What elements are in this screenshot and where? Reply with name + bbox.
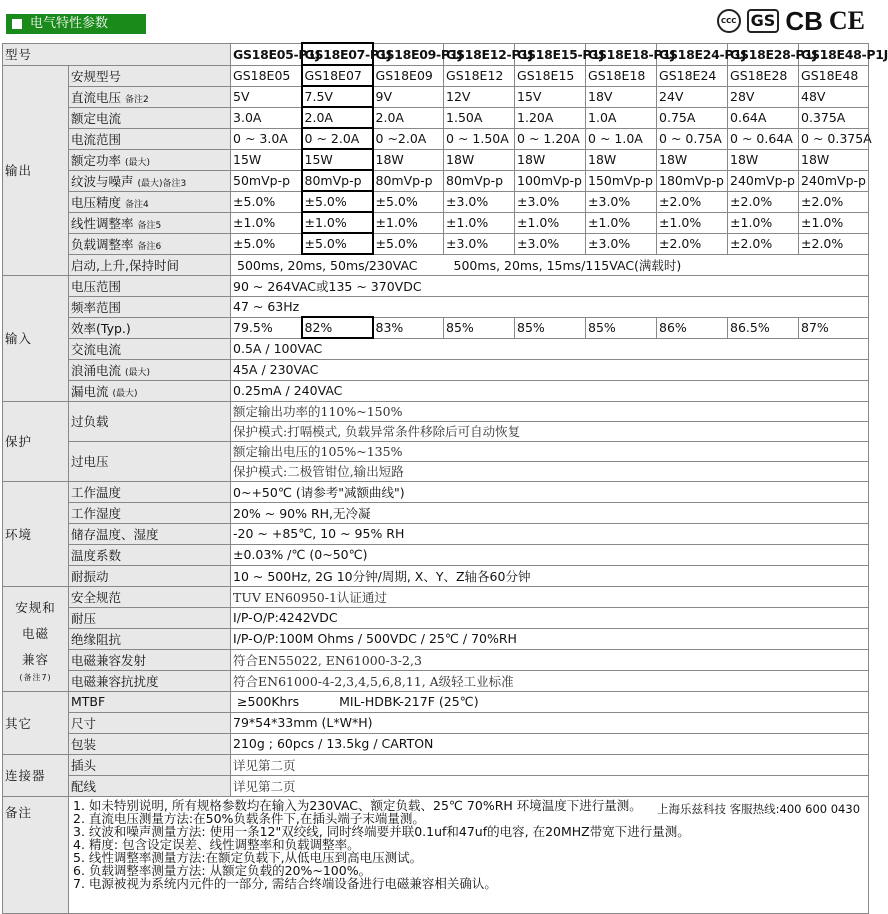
input-row: [3, 359, 869, 380]
note-line: 1. 如未特别说明, 所有规格参数均在输入为230VAC、额定负载、25℃ 70%RH 环境温度下进行量测。: [73, 797, 642, 813]
row-label: [69, 275, 231, 296]
category-input: 输入: [3, 275, 69, 401]
input-value: 47 ~ 63Hz: [231, 296, 869, 317]
model-cell: GS18E24-P1J: [657, 43, 728, 65]
model-cell: GS18E12-P1J: [444, 43, 515, 65]
efficiency-cell: 86.5%: [728, 317, 799, 338]
row-label-note: (最大): [125, 157, 151, 168]
row-label: [69, 317, 231, 338]
model-label: 型号: [3, 43, 231, 65]
value-cell: ±1.0%: [231, 212, 302, 233]
efficiency-cell: 85%: [515, 317, 586, 338]
row-label-text: MTBF: [71, 694, 106, 709]
model-cell: GS18E05-P1J: [231, 43, 302, 65]
note-line: 7. 电源被视为系统内元件的一部分, 需结合终端设备进行电磁兼容相关确认。: [73, 875, 497, 891]
row-label-text: 效率(Typ.): [71, 320, 131, 336]
row-label-note: 备注5: [137, 220, 162, 231]
value-cell: 7.5V: [302, 86, 373, 107]
spec-table: [2, 42, 888, 914]
row-label: [69, 359, 231, 380]
value-cell: ±1.0%: [799, 212, 869, 233]
value-cell: 240mVp-p: [799, 170, 869, 191]
input-value: 0.25mA / 240VAC: [231, 380, 869, 401]
value-cell: GS18E18: [586, 65, 657, 86]
category-others: 其它: [3, 691, 69, 754]
value-cell: ±1.0%: [302, 212, 373, 233]
value-cell: 18W: [515, 149, 586, 170]
output-row: [3, 107, 869, 128]
mtbf-standard: MIL-HDBK-217F (25℃): [339, 694, 479, 709]
value-cell: ±2.0%: [728, 233, 799, 254]
row-label: [69, 712, 231, 733]
startup-230vac: 500ms, 20ms, 50ms/230VAC: [237, 257, 418, 273]
row-label-text: 工作湿度: [71, 505, 122, 521]
value-cell: ±1.0%: [728, 212, 799, 233]
value-cell: 0.375A: [799, 107, 869, 128]
model-cell: GS18E09-P1J: [373, 43, 444, 65]
row-label-text: 额定功率: [71, 152, 122, 168]
row-label: [69, 628, 231, 649]
value-cell: GS18E09: [373, 65, 444, 86]
connector-value: 详见第二页: [231, 754, 869, 775]
row-label: [69, 128, 231, 149]
value-cell: ±2.0%: [657, 233, 728, 254]
value-cell: 28V: [728, 86, 799, 107]
row-label-text: 尺寸: [71, 715, 97, 731]
note-line: 5. 线性调整率测量方法:在额定负载下,从低电压到高电压测试。: [73, 849, 423, 865]
category-safety-note: (备注7): [19, 672, 52, 682]
value-cell: 0 ~ 1.20A: [515, 128, 586, 149]
row-label: [69, 338, 231, 359]
value-cell: ±2.0%: [799, 233, 869, 254]
value-cell: GS18E28: [728, 65, 799, 86]
gs-mark-icon: GS: [747, 9, 780, 33]
value-cell: 2.0A: [302, 107, 373, 128]
protection-value: 保护模式:打嗝模式, 负载异常条件移除后可自动恢复: [231, 421, 869, 441]
row-label-text: 安规型号: [71, 68, 122, 84]
value-cell: 0 ~ 0.64A: [728, 128, 799, 149]
value-cell: 1.0A: [586, 107, 657, 128]
safety-value: I/P-O/P:100M Ohms / 500VDC / 25℃ / 70%RH: [231, 628, 869, 649]
row-label-text: 插头: [71, 757, 97, 773]
note-line: 6. 负载调整率测量方法: 从额定负载的20%~100%。: [73, 862, 372, 878]
value-cell: GS18E07: [302, 65, 373, 86]
value-cell: 18W: [799, 149, 869, 170]
row-label-text: 负载调整率: [71, 236, 134, 252]
row-label: [69, 233, 231, 254]
value-cell: ±5.0%: [373, 233, 444, 254]
value-cell: 0 ~ 0.375A: [799, 128, 869, 149]
environment-row: [3, 565, 869, 586]
output-row: [3, 128, 869, 149]
value-cell: 180mVp-p: [657, 170, 728, 191]
row-label-text: 温度系数: [71, 547, 122, 563]
others-value: 79*54*33mm (L*W*H): [231, 712, 869, 733]
value-cell: 15W: [302, 149, 373, 170]
row-label-text: 电流范围: [71, 131, 122, 147]
row-label-note: (最大): [125, 367, 151, 378]
input-row: [3, 275, 869, 296]
input-value: 90 ~ 264VAC或135 ~ 370VDC: [231, 275, 869, 296]
value-cell: 0.75A: [657, 107, 728, 128]
row-label: [69, 733, 231, 754]
mtbf-value: [231, 691, 869, 712]
efficiency-cell: 87%: [799, 317, 869, 338]
row-label-text: 储存温度、湿度: [71, 526, 159, 542]
others-row: [3, 733, 869, 754]
category-output: 输出: [3, 65, 69, 275]
safety-row: [3, 607, 869, 628]
value-cell: ±2.0%: [728, 191, 799, 212]
output-row: [3, 170, 869, 191]
environment-value: 10 ~ 500Hz, 2G 10分钟/周期, X、Y、Z轴各60分钟: [231, 565, 869, 586]
row-label-note: 备注6: [137, 241, 162, 252]
row-label-text: 频率范围: [71, 299, 122, 315]
value-cell: ±5.0%: [231, 233, 302, 254]
section-title: 电气特性参数: [30, 16, 109, 31]
value-cell: ±3.0%: [444, 191, 515, 212]
value-cell: 80mVp-p: [302, 170, 373, 191]
category-safety-line: 安规和: [15, 599, 56, 615]
value-cell: 2.0A: [373, 107, 444, 128]
value-cell: ±3.0%: [586, 233, 657, 254]
category-connector: 连接器: [3, 754, 69, 796]
value-cell: 1.50A: [444, 107, 515, 128]
value-cell: 18V: [586, 86, 657, 107]
value-cell: 240mVp-p: [728, 170, 799, 191]
value-cell: ±2.0%: [799, 191, 869, 212]
efficiency-cell: 83%: [373, 317, 444, 338]
input-value: 45A / 230VAC: [231, 359, 869, 380]
certification-marks: [717, 6, 865, 36]
value-cell: ±3.0%: [444, 233, 515, 254]
protection-row: [3, 401, 869, 421]
input-row: [3, 317, 869, 338]
row-label-text: 额定电流: [71, 110, 122, 126]
model-row: [3, 43, 869, 65]
row-label-text: 电磁兼容发射: [71, 652, 147, 668]
row-label-text: 绝缘阻抗: [71, 631, 122, 647]
startup-115vac: 500ms, 20ms, 15ms/115VAC(满载时): [453, 257, 682, 273]
row-label-text: 线性调整率: [71, 215, 134, 231]
row-label-note: 备注2: [125, 94, 149, 105]
row-label-text: 包装: [71, 736, 97, 752]
environment-value: -20 ~ +85℃, 10 ~ 95% RH: [231, 523, 869, 544]
model-cell: GS18E18-P1J: [586, 43, 657, 65]
safety-value: 符合EN61000-4-2,3,4,5,6,8,11, A级轻工业标准: [231, 670, 869, 691]
value-cell: 0 ~ 3.0A: [231, 128, 302, 149]
value-cell: 0.64A: [728, 107, 799, 128]
category-safety-emc: [3, 586, 69, 691]
row-label-text: 过负载: [71, 414, 109, 429]
value-cell: ±1.0%: [373, 212, 444, 233]
environment-row: [3, 502, 869, 523]
startup-value: [231, 254, 869, 275]
others-value: 210g ; 60pcs / 13.5kg / CARTON: [231, 733, 869, 754]
safety-value: TUV EN60950-1认证通过: [231, 586, 869, 607]
value-cell: 18W: [728, 149, 799, 170]
row-label: [69, 775, 231, 796]
efficiency-cell: 79.5%: [231, 317, 302, 338]
input-row: [3, 380, 869, 401]
row-label-text: 电磁兼容抗扰度: [71, 673, 159, 689]
row-label: [69, 502, 231, 523]
value-cell: 24V: [657, 86, 728, 107]
row-label: [69, 401, 231, 441]
value-cell: ±5.0%: [302, 233, 373, 254]
value-cell: GS18E05: [231, 65, 302, 86]
row-label-text: 浪涌电流: [71, 362, 122, 378]
row-label-text: 启动,上升,保持时间: [71, 257, 179, 273]
row-label: [69, 586, 231, 607]
category-notes: 备注: [3, 796, 69, 913]
value-cell: ±5.0%: [231, 191, 302, 212]
category-safety-line: 兼容: [21, 651, 49, 667]
value-cell: GS18E48: [799, 65, 869, 86]
output-row: [3, 149, 869, 170]
row-label-text: 安全规范: [71, 589, 122, 605]
model-cell: GS18E15-P1J: [515, 43, 586, 65]
notes-cell: [69, 796, 869, 913]
row-label-text: 工作温度: [71, 484, 122, 500]
hotline: 上海乐兹科技 客服热线:400 600 0430: [657, 801, 861, 816]
protection-value: 额定输出电压的105%~135%: [231, 441, 869, 461]
row-label: [69, 649, 231, 670]
row-label: [69, 691, 231, 712]
connector-row: [3, 775, 869, 796]
value-cell: 0 ~2.0A: [373, 128, 444, 149]
value-cell: ±2.0%: [657, 191, 728, 212]
value-cell: 18W: [657, 149, 728, 170]
environment-value: 20% ~ 90% RH,无冷凝: [231, 502, 869, 523]
cb-mark-icon: CB: [785, 5, 823, 36]
value-cell: ±3.0%: [515, 233, 586, 254]
row-label: [69, 191, 231, 212]
value-cell: ±1.0%: [657, 212, 728, 233]
row-label: [69, 523, 231, 544]
input-row: [3, 338, 869, 359]
model-cell-selected: GS18E07-P1J: [302, 43, 373, 65]
row-label-text: 交流电流: [71, 341, 122, 357]
connector-row: [3, 754, 869, 775]
square-bullet-icon: [12, 19, 22, 29]
value-cell: GS18E15: [515, 65, 586, 86]
value-cell: 80mVp-p: [373, 170, 444, 191]
row-label-text: 直流电压: [71, 89, 122, 105]
value-cell: ±5.0%: [373, 191, 444, 212]
value-cell: 0 ~ 1.0A: [586, 128, 657, 149]
efficiency-cell: 85%: [586, 317, 657, 338]
value-cell: ±3.0%: [515, 191, 586, 212]
ce-mark-icon: CE: [828, 6, 865, 35]
value-cell: ±1.0%: [444, 212, 515, 233]
row-label-text: 耐压: [71, 610, 97, 626]
model-cell: GS18E28-P1J: [728, 43, 799, 65]
row-label: [69, 149, 231, 170]
value-cell: 12V: [444, 86, 515, 107]
value-cell: 15V: [515, 86, 586, 107]
row-label: [69, 170, 231, 191]
value-cell: 1.20A: [515, 107, 586, 128]
output-row: [3, 212, 869, 233]
safety-row: [3, 628, 869, 649]
category-safety-line: 电磁: [21, 625, 49, 641]
others-row: [3, 712, 869, 733]
category-environment: 环境: [3, 481, 69, 586]
output-row: [3, 233, 869, 254]
value-cell: 0 ~ 0.75A: [657, 128, 728, 149]
row-label: [69, 254, 231, 275]
value-cell: 9V: [373, 86, 444, 107]
input-row: [3, 296, 869, 317]
others-row: [3, 691, 869, 712]
safety-value: I/P-O/P:4242VDC: [231, 607, 869, 628]
value-cell: 18W: [373, 149, 444, 170]
row-label: [69, 441, 231, 481]
value-cell: 3.0A: [231, 107, 302, 128]
row-label-text: 电压范围: [71, 278, 122, 294]
value-cell: 0 ~ 2.0A: [302, 128, 373, 149]
value-cell: 18W: [586, 149, 657, 170]
value-cell: 18W: [444, 149, 515, 170]
note-line: 3. 纹波和噪声测量方法: 使用一条12"双绞线, 同时终端要并联0.1uf和47uf的电容, 在20MHZ带宽下进行量测。: [73, 823, 690, 839]
value-cell: 0 ~ 1.50A: [444, 128, 515, 149]
input-value: 0.5A / 100VAC: [231, 338, 869, 359]
value-cell: ±1.0%: [586, 212, 657, 233]
row-label: [69, 754, 231, 775]
safety-row: [3, 586, 869, 607]
note-line: 2. 直流电压测量方法:在50%负载条件下,在插头端子末端量测。: [73, 810, 425, 826]
row-label-note: 备注4: [125, 199, 149, 210]
mtbf-hours: ≥500Khrs: [237, 694, 300, 709]
row-label-text: 配线: [71, 778, 97, 794]
efficiency-cell: 82%: [302, 317, 373, 338]
output-row: [3, 191, 869, 212]
row-label: [69, 296, 231, 317]
row-label: [69, 380, 231, 401]
value-cell: 100mVp-p: [515, 170, 586, 191]
row-label: [69, 481, 231, 502]
value-cell: 80mVp-p: [444, 170, 515, 191]
protection-row: [3, 441, 869, 461]
protection-value: 保护模式:二极管钳位,输出短路: [231, 461, 869, 481]
section-header: [6, 14, 146, 34]
row-label: [69, 565, 231, 586]
environment-value: 0~+50℃ (请参考"减额曲线"): [231, 481, 869, 502]
environment-value: ±0.03% /℃ (0~50℃): [231, 544, 869, 565]
output-row: [3, 86, 869, 107]
row-label: [69, 212, 231, 233]
protection-value: 额定输出功率的110%~150%: [231, 401, 869, 421]
row-label-text: 漏电流: [71, 383, 109, 399]
safety-row: [3, 649, 869, 670]
value-cell: 15W: [231, 149, 302, 170]
value-cell: 48V: [799, 86, 869, 107]
safety-value: 符合EN55022, EN61000-3-2,3: [231, 649, 869, 670]
value-cell: ±1.0%: [515, 212, 586, 233]
row-label-note: (最大): [112, 388, 138, 399]
value-cell: GS18E12: [444, 65, 515, 86]
row-label-text: 电压精度: [71, 194, 122, 210]
row-label-text: 纹波与噪声: [71, 173, 134, 189]
row-label: [69, 107, 231, 128]
row-label: [69, 65, 231, 86]
value-cell: 150mVp-p: [586, 170, 657, 191]
output-row: [3, 65, 869, 86]
category-protection: 保护: [3, 401, 69, 481]
efficiency-cell: 85%: [444, 317, 515, 338]
value-cell: 50mVp-p: [231, 170, 302, 191]
environment-row: [3, 544, 869, 565]
model-cell: GS18E48-P1J: [799, 43, 869, 65]
value-cell: GS18E24: [657, 65, 728, 86]
row-label: [69, 670, 231, 691]
ccc-mark-icon: CCC: [717, 9, 741, 33]
value-cell: 5V: [231, 86, 302, 107]
connector-value: 详见第二页: [231, 775, 869, 796]
row-label: [69, 86, 231, 107]
environment-row: [3, 523, 869, 544]
startup-row: [3, 254, 869, 275]
row-label: [69, 607, 231, 628]
notes-row: [3, 796, 869, 913]
row-label-text: 耐振动: [71, 568, 109, 584]
environment-row: [3, 481, 869, 502]
row-label-text: 过电压: [71, 454, 109, 469]
note-line: 4. 精度: 包含设定误差、线性调整率和负载调整率。: [73, 836, 360, 852]
row-label: [69, 544, 231, 565]
value-cell: ±5.0%: [302, 191, 373, 212]
safety-row: [3, 670, 869, 691]
efficiency-cell: 86%: [657, 317, 728, 338]
row-label-note: (最大)备注3: [137, 178, 187, 189]
value-cell: ±3.0%: [586, 191, 657, 212]
